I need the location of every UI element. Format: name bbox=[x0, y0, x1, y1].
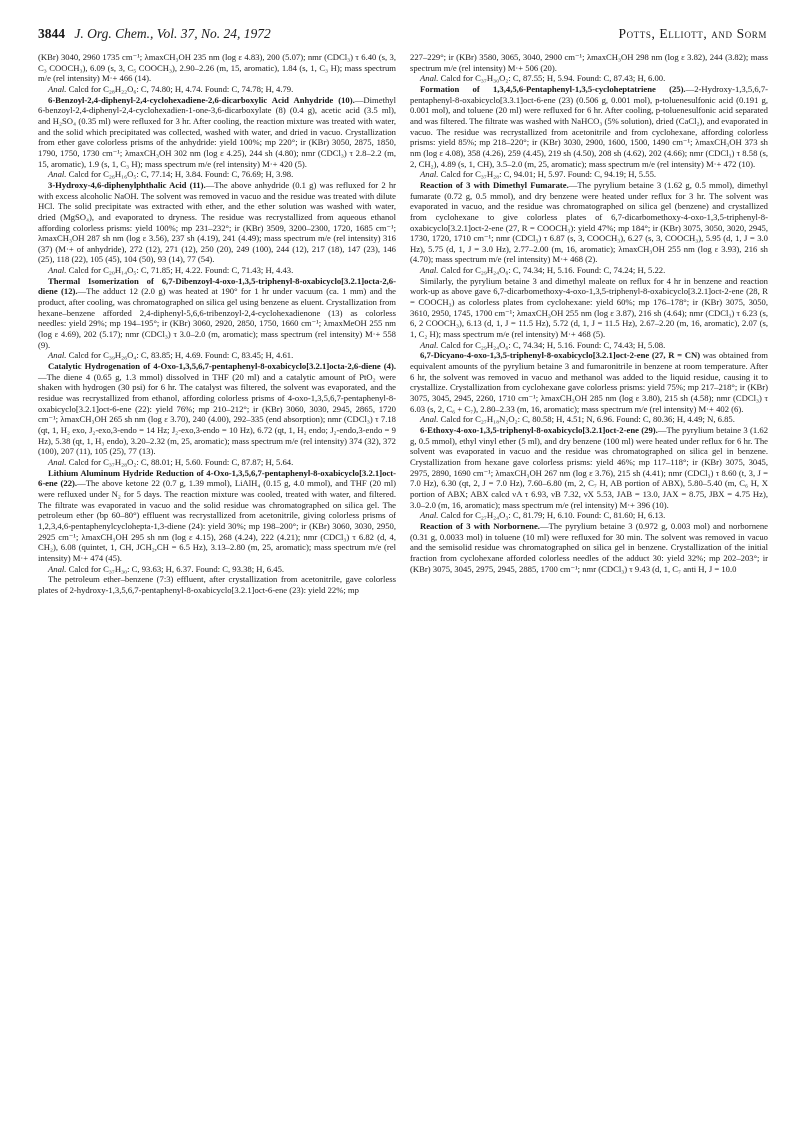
section-heading: Formation of 1,3,4,5,6-Pentaphenyl-1,3,5-cycloheptatriene (25). bbox=[420, 83, 686, 94]
section-heading: 6-Benzoyl-2,4-diphenyl-2,4-cyclohexadiene-2,6-dicarboxylic Acid Anhydride (10). bbox=[48, 94, 355, 105]
paragraph bbox=[410, 169, 768, 180]
paragraph-text: 227–229°; ir (KBr) 3580, 3065, 3040, 2900 cm⁻¹; λmaxCH₃OH 298 nm (log ε 3.82), 244 (3.82); mass spectrum m/e (rel intensity) M·+ 506 (20). bbox=[410, 52, 768, 73]
analysis-label: Anal. bbox=[420, 510, 439, 521]
paragraph bbox=[410, 414, 768, 425]
paragraph-text: The petroleum ether–benzene (7:3) effluent, after crystallization from acetonitrile, gave colorless plates of 2-hydroxy-1,3,5,6,7-pentaphenyl-8-oxabicyclo[3.2.1]oct-6-ene (23): yield 22%; mp bbox=[38, 574, 396, 595]
paragraph-text: Calcd for C₂₈H₂₂O₆: C, 74.80; H, 4.74. Found: C, 74.78; H, 4.79. bbox=[66, 83, 294, 94]
paragraph-text: —The pyrylium betaine 3 (0.972 g, 0.003 mol) and norbornene (0.31 g, 0.0033 mol) in toluene (10 ml) were refluxed for 30 min. The solvent was removed in vacuo and the semisolid residue was chromatographed on silica gel in benzene. Crystallization of the initial fraction from cyclohexane afforded colorless needles of the adduct 30: yield 32%; mp 202–203°; ir (KBr) 3075, 3045, 2975, 2945, 2885, 1700 cm⁻¹; nmr (CDCl₃) τ 9.43 (d, 1, C₇ anti H, J = 10.0 bbox=[410, 520, 768, 574]
paragraph bbox=[410, 340, 768, 351]
section-heading: 6-Ethoxy-4-oxo-1,3,5-triphenyl-8-oxabicyclo[3.2.1]oct-2-ene (29). bbox=[420, 424, 658, 435]
paragraph-text: —The diene 4 (0.65 g, 1.3 mmol) dissolved in THF (20 ml) and a catalytic amount of PtO₂ were shaken with hydrogen (30 psi) for 6 hr. The catalyst was filtered, the solvent was evaporated, and the residue was recrystallized from ethanol, affording colorless prisms of 4-oxo-1,3,5,6,7-pentaphenyl-8-oxabicyclo[3.2.1]oct-6-ene (22): yield 76%; mp 210–212°; ir (KBr) 3060, 3030, 2945, 2865, 1720 cm⁻¹; λmaxCH₃OH 265 sh nm (log ε 3.70), 240 (4.00), 292–335 (end absorption); nmr (CDCl₃) τ 7.18 (qt, 1, H₂ exo, J₂-exo,3-endo = 14 Hz; J₂-exo,3-endo = 10 Hz), 6.72 (qt, 1, H₂ endo; J₂-endo,3-endo = 9 Hz), 5.38 (qt, 1, H₃ endo), 3.20–2.32 (m, 25, aromatic); mass spectrum m/e (rel intensity) 374 (32), 372 (100), 207 (11), 105 (25), 77 (13). bbox=[38, 371, 396, 457]
journal-citation: J. Org. Chem., Vol. 37, No. 24, 1972 bbox=[74, 26, 271, 41]
paragraph bbox=[410, 84, 768, 169]
paragraph bbox=[38, 265, 396, 276]
analysis-label: Anal. bbox=[48, 169, 67, 180]
paragraph bbox=[410, 350, 768, 414]
paragraph-text: —2-Hydroxy-1,3,5,6,7-pentaphenyl-8-oxabicyclo[3.3.1]oct-6-ene (23) (0.506 g, 0.001 mol), p-toluenesulfonic acid (0.191 g, 0.001 mol), and toluene (20 ml) were refluxed for 6 hr. After cooling, p-toluenesulfonic acid separated and was filtered. The filtrate was washed with NaHCO₃ (5% solution), dried (CaCl₂), and evaporated in vacuo. The residue was recrystallized from acetonitrile and from cyclohexane, affording colorless prisms: yield 85%; mp 218–220°; ir (KBr) 3030, 2900, 1600, 1500, 1490 cm⁻¹; λmaxCH₃OH 373 sh nm (log ε 4.08), 358 (4.26), 259 (4.45), 219 sh (4.50), 208 sh (4.62), 202 (4.66); nmr (CDCl₃) τ 8.58 (s, 2, CH₂), 4.89 (s, 1, CH), 3.5–2.0 (m, 25, aromatic); mass spectrum m/e (rel intensity) M·+ 472 (10). bbox=[410, 83, 768, 169]
paragraph-text: Calcd for C₃₇H₂₈O₂: C, 88.01; H, 5.60. Found: C, 87.87; H, 5.64. bbox=[66, 456, 294, 467]
paragraph bbox=[38, 169, 396, 180]
paragraph-text: Calcd for C₂₉H₂₄O₆: C, 74.34; H, 5.16. Found: C, 74.43; H, 5.08. bbox=[438, 339, 666, 350]
page-header bbox=[38, 26, 767, 50]
section-heading: Lithium Aluminum Hydride Reduction of 4-Oxo-1,3,5,6,7-pentaphenyl-8-oxabicyclo[3.2.1]oct-6-ene (22). bbox=[38, 467, 396, 489]
paragraph bbox=[410, 510, 768, 521]
section-heading: Reaction of 3 with Dimethyl Fumarate. bbox=[420, 179, 569, 190]
paragraph-text: —The pyrylium betaine 3 (1.62 g, 0.5 mmol), dimethyl fumarate (0.72 g, 0.5 mmol), and dry benzene were heated under reflux for 3 hr. The solvent was evaporated in vacuo, and the residue was chromatographed on silica gel (benzene) and crystallized from cyclohexane to give colorless plates of 6,7-dicarbomethoxy-4-oxo-1,3,5-triphenyl-8-oxabicyclo[3.2.1]oct-2-ene (27, R = COOCH₃): yield 47%; mp 184°; ir (KBr) 3075, 3050, 3020, 2945, 1730, 1720, 1710 cm⁻¹; nmr (CDCl₃) τ 6.87 (s, 3, COOCH₃), 6.27 (s, 3, COOCH₃), 5.95 (d, 1, J = 3.0 Hz), 5.75 (d, 1, J = 3.0 Hz), 2.77–2.00 (m, 16, aromatic); λmaxCH₃OH 255 nm (log ε 3.93), 216 sh (4.70); mass spectrum m/e (rel intensity) M·+ 468 (2). bbox=[410, 179, 768, 265]
paragraph-text: was obtained from equivalent amounts of the pyrylium betaine 3 and fumaronitrile in benzene at room temperature. After 6 hr, the solvent was removed in vacuo and methanol was added to the liquid residue, causing it to crystallize. Crystallization from cyclohexane gave colorless prisms: yield 75%; mp 217–218°; ir (KBr) 3075, 3045, 2945, 2260, 1710 cm⁻¹; λmaxCH₃OH 285 nm (log ε 3.80), 215 sh (4.58); nmr (CDCl₃) τ 6.03 (s, 2, C₆ + C₇), 2.80–2.33 (m, 16, aromatic); mass spectrum m/e (rel intensity) M·+ 402 (6). bbox=[410, 350, 768, 414]
paragraph-text: —Dimethyl 6-benzoyl-2,4-diphenyl-2,4-cyclohexadien-1-one-3,6-dicarboxylate (8) (0.4 g), acetic acid (3.5 ml), and H₂SO₄ (0.35 ml) were refluxed for 3 hr. After cooling, the reaction mixture was treated with water, and the solid which precipitated was collected, washed with water, and dried in vacuo. Crystallization from ether gave colorless prisms of the anhydride: yield 100%; mp 220°; ir (KBr) 3050, 2875, 1850, 1790, 1750, 1730 cm⁻¹; λmaxCH₃OH 302 nm (log ε 4.25), 244 sh (4.80); nmr (CDCl₃) τ 2.8–2.2 (m, 15, aromatic), 1.9 (s, 1, C₃ H); mass spectrum m/e (rel intensity) M·+ 420 (5). bbox=[38, 94, 396, 169]
paragraph-text: Calcd for C₃₇H₂₈: C, 94.01; H, 5.97. Found: C, 94.19; H, 5.55. bbox=[438, 169, 657, 180]
paragraph bbox=[38, 350, 396, 361]
section-heading: Reaction of 3 with Norbornene. bbox=[420, 520, 540, 531]
paragraph bbox=[410, 521, 768, 574]
analysis-label: Anal. bbox=[48, 350, 67, 361]
paragraph bbox=[410, 73, 768, 84]
paragraph bbox=[410, 276, 768, 340]
paragraph-text: Calcd for C₂₆H₁₆O₅: C, 77.14; H, 3.84. Found: C, 76.69; H, 3.98. bbox=[66, 169, 294, 180]
paragraph bbox=[410, 52, 768, 73]
paragraph-text: Calcd for C₂₇H₁₈N₂O₂: C, 80.58; H, 4.51; N, 6.96. Found: C, 80.36; H, 4.49; N, 6.85. bbox=[438, 414, 735, 425]
paragraph-text: (KBr) 3040, 2960 1735 cm⁻¹; λmaxCH₃OH 235 nm (log ε 4.83), 200 (5.07); nmr (CDCl₃) τ 6.40 (s, 3, C₃ COOCH₃), 6.09 (s, 3, C₅ COOCH₃), 2.90–2.26 (m, 15, aromatic), 1.84 (s, 1, C₃ H); mass spectrum m/e (rel intensity) M·+ 466 (14). bbox=[38, 52, 396, 84]
paragraph-text: —The above anhydride (0.1 g) was refluxed for 2 hr with excess alcoholic NaOH. The solvent was removed in vacuo and the residue was treated with dilute HCl. The solid precipitate was extracted with ether, and the ether solution was washed with water, dried (MgSO₄), and evaporated to dryness. The residue was recrystallized from aqueous ethanol affording colorless prisms: yield 100%; mp 231–232°; ir (KBr) 3509, 3200–2300, 1720, 1685 cm⁻¹; λmaxCH₃OH 287 sh nm (log ε 3.56), 237 sh (4.19), 241 (4.49); mass spectrum m/e (rel intensity) 316 (37) (M·+ of anhydride), 272 (12), 271 (12), 250 (20), 249 (100), 244 (12), 217 (18), 147 (23), 146 (25), 118 (22), 105 (45), 104 (50), 93 (14), 77 (54). bbox=[38, 179, 396, 265]
paragraph bbox=[410, 180, 768, 265]
page-number: 3844 bbox=[38, 26, 65, 41]
section-heading: 6,7-Dicyano-4-oxo-1,3,5-triphenyl-8-oxabicyclo[3.2.1]oct-2-ene (27, R = CN) bbox=[420, 350, 701, 361]
paragraph-text: Calcd for C₃₇H₃₀: C, 93.63; H, 6.37. Found: C, 93.38; H, 6.45. bbox=[66, 563, 285, 574]
paragraph-text: Calcd for C₂₉H₂₄O₆: C, 74.34; H, 5.16. Found: C, 74.24; H, 5.22. bbox=[438, 265, 666, 276]
paragraph bbox=[38, 180, 396, 265]
analysis-label: Anal. bbox=[420, 169, 439, 180]
paragraph bbox=[410, 425, 768, 510]
analysis-label: Anal. bbox=[48, 456, 67, 467]
paragraph-text: Calcd for C₃₉H₂₆O₄: C, 83.85; H, 4.69. Found: C, 83.45; H, 4.61. bbox=[66, 350, 294, 361]
analysis-label: Anal. bbox=[420, 414, 439, 425]
paragraph-text: Similarly, the pyrylium betaine 3 and dimethyl maleate on reflux for 4 hr in benzene and reaction work-up as above gave 6,7-dicarbomethoxy-4-oxo-1,3,5-triphenyl-8-oxabicyclo[3.2.1]oct-2-ene (28, R = COOCH₃) as colorless plates from cyclohexane: yield 60%; mp 176–178°; ir (KBr) 3075, 3050, 3610, 2950, 1745, 1700 cm⁻¹; λmaxCH₃OH 255 nm (log ε 3.87), 216 sh (4.64); nmr (CDCl₃) τ 6.23 (s, 6, 2 COOCH₃), 6.13 (d, 1, J = 11.5 Hz), 5.72 (d, 1, J = 11.5 Hz), 2.67–2.20 (m, 16, aromatic), 2.07 (s, 1, C₂ H); mass spectrum m/e (rel intensity) M·+ 468 (5). bbox=[410, 275, 768, 340]
analysis-label: Anal. bbox=[420, 339, 439, 350]
analysis-label: Anal. bbox=[48, 83, 67, 94]
analysis-label: Anal. bbox=[420, 265, 439, 276]
paragraph bbox=[38, 457, 396, 468]
paragraph bbox=[38, 574, 396, 595]
section-heading: 3-Hydroxy-4,6-diphenylphthalic Acid (11). bbox=[48, 179, 206, 190]
paragraph-text: Calcd for C₂₇H₂₄O₃: C, 81.79; H, 6.10. Found: C, 81.60; H, 6.13. bbox=[438, 510, 666, 521]
paragraph bbox=[38, 468, 396, 564]
left-column bbox=[38, 52, 396, 595]
analysis-label: Anal. bbox=[48, 563, 67, 574]
paragraph bbox=[38, 361, 396, 457]
paragraph bbox=[410, 265, 768, 276]
paragraph-text: Calcd for C₂₀H₁₄O₅: C, 71.85; H, 4.22. Found: C, 71.43; H, 4.43. bbox=[66, 265, 294, 276]
right-column bbox=[410, 52, 768, 574]
paragraph-text: —The above ketone 22 (0.7 g, 1.39 mmol), LiAlH₄ (0.15 g, 4.0 mmol), and THF (20 ml) were refluxed under N₂ for 5 days. The reaction mixture was cooled, treated with water, and filtered. The filtrate was evaporated in vacuo and the solid residue was chromatographed on silica gel. The petroleum ether (bp 60–80°) effluent was recrystallized from acetonitrile, giving colorless prisms of 1,2,3,4,6-pentaphenylcyclohepta-1,3-diene (24): yield 30%; mp 198–200°; ir (KBr) 3060, 3030, 2950, 2925 cm⁻¹; λmaxCH₃OH 295 sh nm (log ε 4.15), 268 (4.24), 222 (4.21); nmr (CDCl₃) τ 6.82 (d, 4, CH₂), 6.08 (quintet, 1, CH, JCH₂,CH = 6.5 Hz), 3.13–2.80 (m, 25, aromatic); mass spectrum m/e (rel intensity) M·+ 474 (45). bbox=[38, 478, 396, 563]
analysis-label: Anal. bbox=[420, 73, 439, 84]
paragraph-text: Calcd for C₃₇H₃₀O₂: C, 87.55; H, 5.94. Found: C, 87.43; H, 6.00. bbox=[438, 73, 666, 84]
paragraph bbox=[38, 84, 396, 95]
paragraph-text: —The adduct 12 (2.0 g) was heated at 190° for 1 hr under vacuum (ca. 1 mm) and the product, after cooling, was chromatographed on silica gel using benzene as eluent. Crystallization from hexane–benzene afforded 2,4-diphenyl-5,6,6-tribenzoyl-2,4-cyclohexadienone (13) as colorless needles: yield 29%; mp 194–195°; ir (KBr) 3060, 2920, 2850, 1750, 1660 cm⁻¹; λmaxMeOH 255 nm (log ε 4.69), 202 (5.17); nmr (CDCl₃) τ 3.0–2.0 (m, aromatic); mass spectrum (rel intensity) M·+ 558 (9). bbox=[38, 286, 396, 350]
section-heading: Thermal Isomerization of 6,7-Dibenzoyl-4-oxo-1,3,5-triphenyl-8-oxabicyclo[3.2.1]octa-2,6-diene (12). bbox=[38, 275, 396, 297]
paragraph bbox=[38, 564, 396, 575]
paragraph-text: —The pyrylium betaine 3 (1.62 g, 0.5 mmol), ethyl vinyl ether (5 ml), and dry benzene (100 ml) were heated under reflux for 6 hr. The solvent was evaporated in vacuo and the residue was chromatographed on silica gel in benzene. Crystallization from hexane gave colorless prisms: yield 46%; mp 117–118°; ir (KBr) 3075, 3045, 2975, 2890, 1690 cm⁻¹; λmaxCH₃OH 267 nm (log ε 3.76), 215 sh (4.41); nmr (CDCl₃) τ 8.60 (t, 3, J = 7.0 Hz), 6.30 (qt, 2, J = 7.0 Hz), 7.60–6.80 (m, 2, C₇ H, AB portion of ABX), 5.80–5.40 (m, C₆ H, X portion of ABX; ABX calcd νA τ 6.93, νB 7.32, νX 5.53, JAB = 13.0, JAX = 8.75, JBX = 4.75 Hz), 3.0–2.0 (m, 16, aromatic); mass spectrum m/e (rel intensity) M·+ 396 (10). bbox=[410, 424, 769, 510]
paragraph bbox=[38, 52, 396, 84]
analysis-label: Anal. bbox=[48, 265, 67, 276]
paragraph bbox=[38, 95, 396, 170]
section-heading: Catalytic Hydrogenation of 4-Oxo-1,3,5,6,7-pentaphenyl-8-oxabicyclo[3.2.1]octa-2,6-diene (4). bbox=[48, 361, 396, 372]
paragraph bbox=[38, 276, 396, 351]
running-authors: Potts, Elliott, and Sorm bbox=[618, 26, 767, 41]
